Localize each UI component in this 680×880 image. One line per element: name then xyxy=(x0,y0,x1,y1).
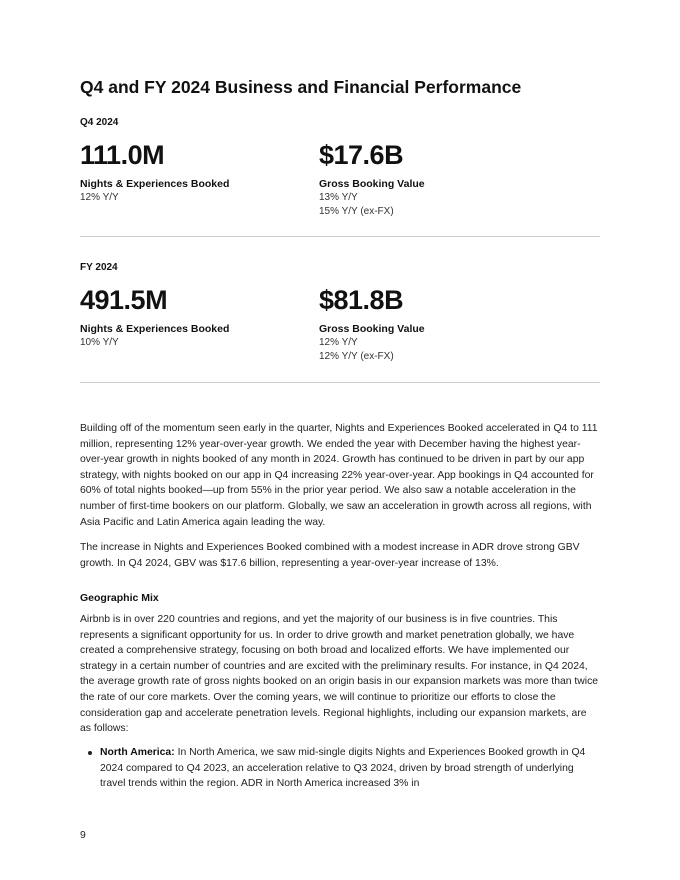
q4-nights-metric xyxy=(80,140,310,205)
fy-gbv-yoy-exfx: 12% Y/Y (ex-FX) xyxy=(319,351,394,362)
fy-nights-metric xyxy=(80,285,310,350)
fy-nights-value: 491.5M xyxy=(80,285,168,315)
body-paragraph: Building off of the momentum seen early in the quarter, Nights and Experiences Booked accelerated in Q4 to 111 million, representing 12% year-over-year growth. We ended the year with December having the highest year-over-year growth in nights booked of any month in 2024. Growth has continued to be driven in part by our app strategy, with nights booked on our app in Q4 increasing 22% year-over-year. App bookings in Q4 accounted for 60% of total nights booked—up from 55% in the prior year period. We also saw a notable acceleration in the number of first-time bookers on our platform. Globally, we saw an acceleration in growth across all regions, with Asia Pacific and Latin America again leading the way. xyxy=(80,423,598,528)
page-title: Q4 and FY 2024 Business and Financial Performance xyxy=(80,77,522,97)
fy-gbv-metric xyxy=(319,285,549,364)
regional-highlights-list xyxy=(80,745,600,792)
section-divider xyxy=(80,236,600,237)
q4-gbv-value: $17.6B xyxy=(319,140,404,170)
body-paragraph: The increase in Nights and Experiences Booked combined with a modest increase in ADR drove strong GBV growth. In Q4 2024, GBV was $17.6 billion, representing a year-over-year increase of 13%. xyxy=(80,542,580,569)
fy-nights-yoy: 10% Y/Y xyxy=(80,337,119,348)
list-item xyxy=(80,745,600,792)
fy-gbv-yoy: 12% Y/Y xyxy=(319,337,358,348)
section-divider xyxy=(80,382,600,383)
page-number: 9 xyxy=(80,829,86,841)
q4-nights-value: 111.0M xyxy=(80,140,165,170)
q4-gbv-metric xyxy=(319,140,549,219)
fy-gbv-name: Gross Booking Value xyxy=(319,323,425,335)
geographic-mix-paragraph: Airbnb is in over 220 countries and regions, and yet the majority of our business is in five countries. This represents a significant opportunity for us. In order to drive growth and market penetration globally, we have created a comprehensive strategy, focusing on both broad and localized efforts. We have implemented our strategy in a certain number of countries and are excited with the preliminary results. For instance, in Q4 2024, the average growth rate of gross nights booked on an origin basis in our expansion markets was more than twice the rate of our core markets. Over the coming years, we will continue to prioritize our efforts to close the consideration gap and accelerate penetration levels. Regional highlights, including our expansion markets, are as follows: xyxy=(80,614,599,735)
fy-period-label: FY 2024 xyxy=(80,262,118,273)
bullet-icon xyxy=(88,751,92,755)
q4-gbv-yoy-exfx: 15% Y/Y (ex-FX) xyxy=(319,206,394,217)
geographic-mix-heading: Geographic Mix xyxy=(80,592,159,604)
bullet-text: In North America, we saw mid-single digits Nights and Experiences Booked growth in Q4 2024 compared to Q4 2023, an acceleration relative to Q3 2024, driven by broad strength of underlying travel trends within the region. ADR in North America increased 3% in xyxy=(100,747,586,790)
q4-nights-yoy: 12% Y/Y xyxy=(80,192,119,203)
q4-gbv-yoy: 13% Y/Y xyxy=(319,192,358,203)
q4-gbv-name: Gross Booking Value xyxy=(319,178,425,190)
q4-nights-name: Nights & Experiences Booked xyxy=(80,178,230,190)
fy-nights-name: Nights & Experiences Booked xyxy=(80,323,230,335)
fy-gbv-value: $81.8B xyxy=(319,285,404,315)
bullet-label: North America: xyxy=(100,747,175,758)
q4-period-label: Q4 2024 xyxy=(80,117,119,128)
